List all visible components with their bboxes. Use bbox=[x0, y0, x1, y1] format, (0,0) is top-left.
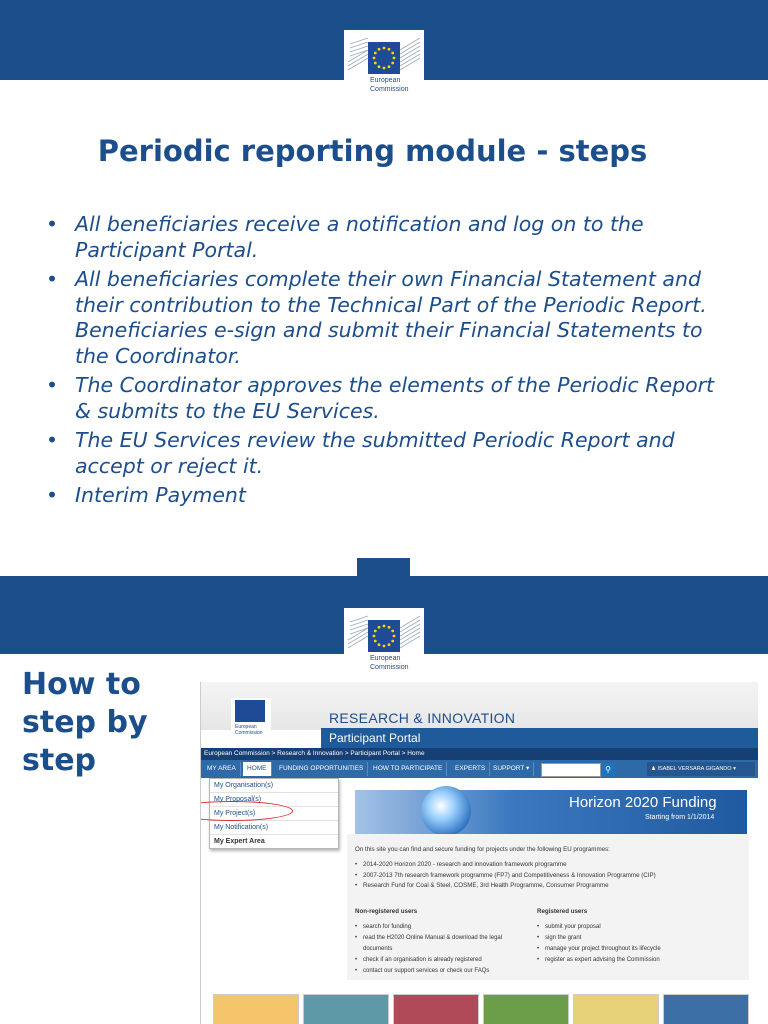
menu-my-proposals[interactable]: My Proposal(s) bbox=[210, 793, 338, 807]
eu-flag-icon bbox=[235, 700, 265, 722]
registered-heading: Registered users bbox=[537, 908, 588, 915]
tile-image[interactable] bbox=[213, 994, 299, 1024]
portal-nav-bar bbox=[201, 760, 758, 778]
bullet-item: • The EU Services review the submitted Periodic Report and accept or reject it. bbox=[44, 428, 734, 479]
user-name: ISABEL VERSARA GIGANDO ▾ bbox=[657, 766, 736, 772]
banner-subtitle: Starting from 1/1/2014 bbox=[645, 814, 715, 821]
european-commission-logo bbox=[344, 608, 424, 680]
eu-flag-icon bbox=[368, 42, 400, 74]
nav-funding-opportunities[interactable]: FUNDING OPPORTUNITIES bbox=[275, 762, 368, 776]
tile-image[interactable] bbox=[663, 994, 749, 1024]
search-icon[interactable]: ⚲ bbox=[601, 763, 615, 776]
participant-portal-bar bbox=[321, 728, 758, 748]
nav-support[interactable]: SUPPORT ▾ bbox=[489, 762, 534, 776]
bullet-item: • Interim Payment bbox=[44, 483, 734, 509]
intro-text: On this site you can find and secure funding for projects under the following EU programmes: bbox=[355, 846, 610, 853]
menu-my-notifications[interactable]: My Notification(s) bbox=[210, 821, 338, 835]
portal-main-content bbox=[347, 834, 749, 980]
programme-list bbox=[355, 860, 656, 892]
horizon-2020-banner[interactable] bbox=[355, 790, 747, 834]
research-innovation-title: RESEARCH & INNOVATION bbox=[329, 710, 516, 726]
programme-item: • 2007-2013 7th research framework programme (FP7) and Competitiveness & Innovation Programme (CIP) bbox=[355, 871, 656, 882]
tile-image[interactable] bbox=[393, 994, 479, 1024]
globe-icon bbox=[421, 786, 471, 836]
slide-title: Periodic reporting module - steps bbox=[97, 134, 648, 168]
logo-text-line2: Commission bbox=[370, 86, 409, 93]
logo-text-line1: European bbox=[370, 77, 401, 84]
bullet-item: • All beneficiaries complete their own Financial Statement and their contribution to the Technical Part of the Periodic Report. Beneficiaries e-sign and submit their Financial Statements to the Coordinator. bbox=[44, 267, 734, 369]
menu-my-expert-area[interactable]: My Expert Area bbox=[214, 838, 265, 845]
steps-bullet-list bbox=[44, 212, 734, 513]
non-registered-list bbox=[355, 922, 525, 977]
logo-text bbox=[370, 654, 409, 672]
slide-divider-notch bbox=[357, 558, 410, 578]
bullet-item: • All beneficiaries receive a notification and log on to the Participant Portal. bbox=[44, 212, 734, 263]
eu-flag-icon bbox=[368, 620, 400, 652]
registered-link[interactable]: • register as expert advising the Commission bbox=[537, 955, 737, 966]
portal-logo-line1: European bbox=[235, 724, 257, 730]
logo-text-line2: Commission bbox=[370, 664, 409, 671]
tile-image[interactable] bbox=[573, 994, 659, 1024]
tile-image[interactable] bbox=[483, 994, 569, 1024]
portal-ec-logo[interactable] bbox=[231, 698, 271, 740]
nav-how-to-participate[interactable]: HOW TO PARTICIPATE bbox=[369, 762, 447, 776]
non-registered-link[interactable]: • contact our support services or check our FAQs bbox=[355, 966, 525, 977]
user-icon: ♟ bbox=[651, 766, 658, 772]
non-registered-link[interactable]: • search for funding bbox=[355, 922, 525, 933]
menu-my-organisations[interactable]: My Organisation(s) bbox=[210, 779, 338, 793]
tile-image[interactable] bbox=[303, 994, 389, 1024]
non-registered-heading: Non-registered users bbox=[355, 908, 418, 915]
nav-my-area[interactable]: MY AREA bbox=[203, 762, 241, 776]
programme-item: • Research Fund for Coal & Steel, COSME, 3rd Health Programme, Consumer Programme bbox=[355, 881, 656, 892]
participant-portal-screenshot bbox=[200, 682, 758, 1024]
participant-portal-title: Participant Portal bbox=[329, 731, 421, 745]
portal-tiles-row bbox=[211, 988, 756, 1024]
nav-experts[interactable]: EXPERTS bbox=[451, 762, 490, 776]
how-to-heading: How to step by step bbox=[22, 667, 148, 778]
logo-text-line1: European bbox=[370, 655, 401, 662]
portal-logo-line2: Commission bbox=[235, 730, 263, 736]
nav-home[interactable]: HOME bbox=[243, 762, 272, 776]
search-input[interactable] bbox=[541, 763, 601, 777]
menu-my-projects[interactable]: My Project(s) bbox=[210, 807, 338, 821]
registered-link[interactable]: • manage your project throughout its lifecycle bbox=[537, 944, 737, 955]
bullet-item: • The Coordinator approves the elements of the Periodic Report & submits to the EU Services. bbox=[44, 373, 734, 424]
registered-link[interactable]: • submit your proposal bbox=[537, 922, 737, 933]
user-menu[interactable] bbox=[647, 762, 755, 776]
programme-item: • 2014-2020 Horizon 2020 - research and innovation framework programme bbox=[355, 860, 656, 871]
logo-text bbox=[370, 76, 409, 94]
registered-list bbox=[537, 922, 737, 966]
breadcrumb[interactable]: European Commission > Research & Innovation > Participant Portal > Home bbox=[201, 748, 758, 760]
registered-link[interactable]: • sign the grant bbox=[537, 933, 737, 944]
non-registered-link[interactable]: • read the H2020 Online Manual & download the legal documents bbox=[355, 933, 525, 955]
non-registered-link[interactable]: • check if an organisation is already registered bbox=[355, 955, 525, 966]
european-commission-logo bbox=[344, 30, 424, 102]
portal-logo-text bbox=[235, 724, 263, 736]
banner-title: Horizon 2020 Funding bbox=[569, 794, 717, 811]
